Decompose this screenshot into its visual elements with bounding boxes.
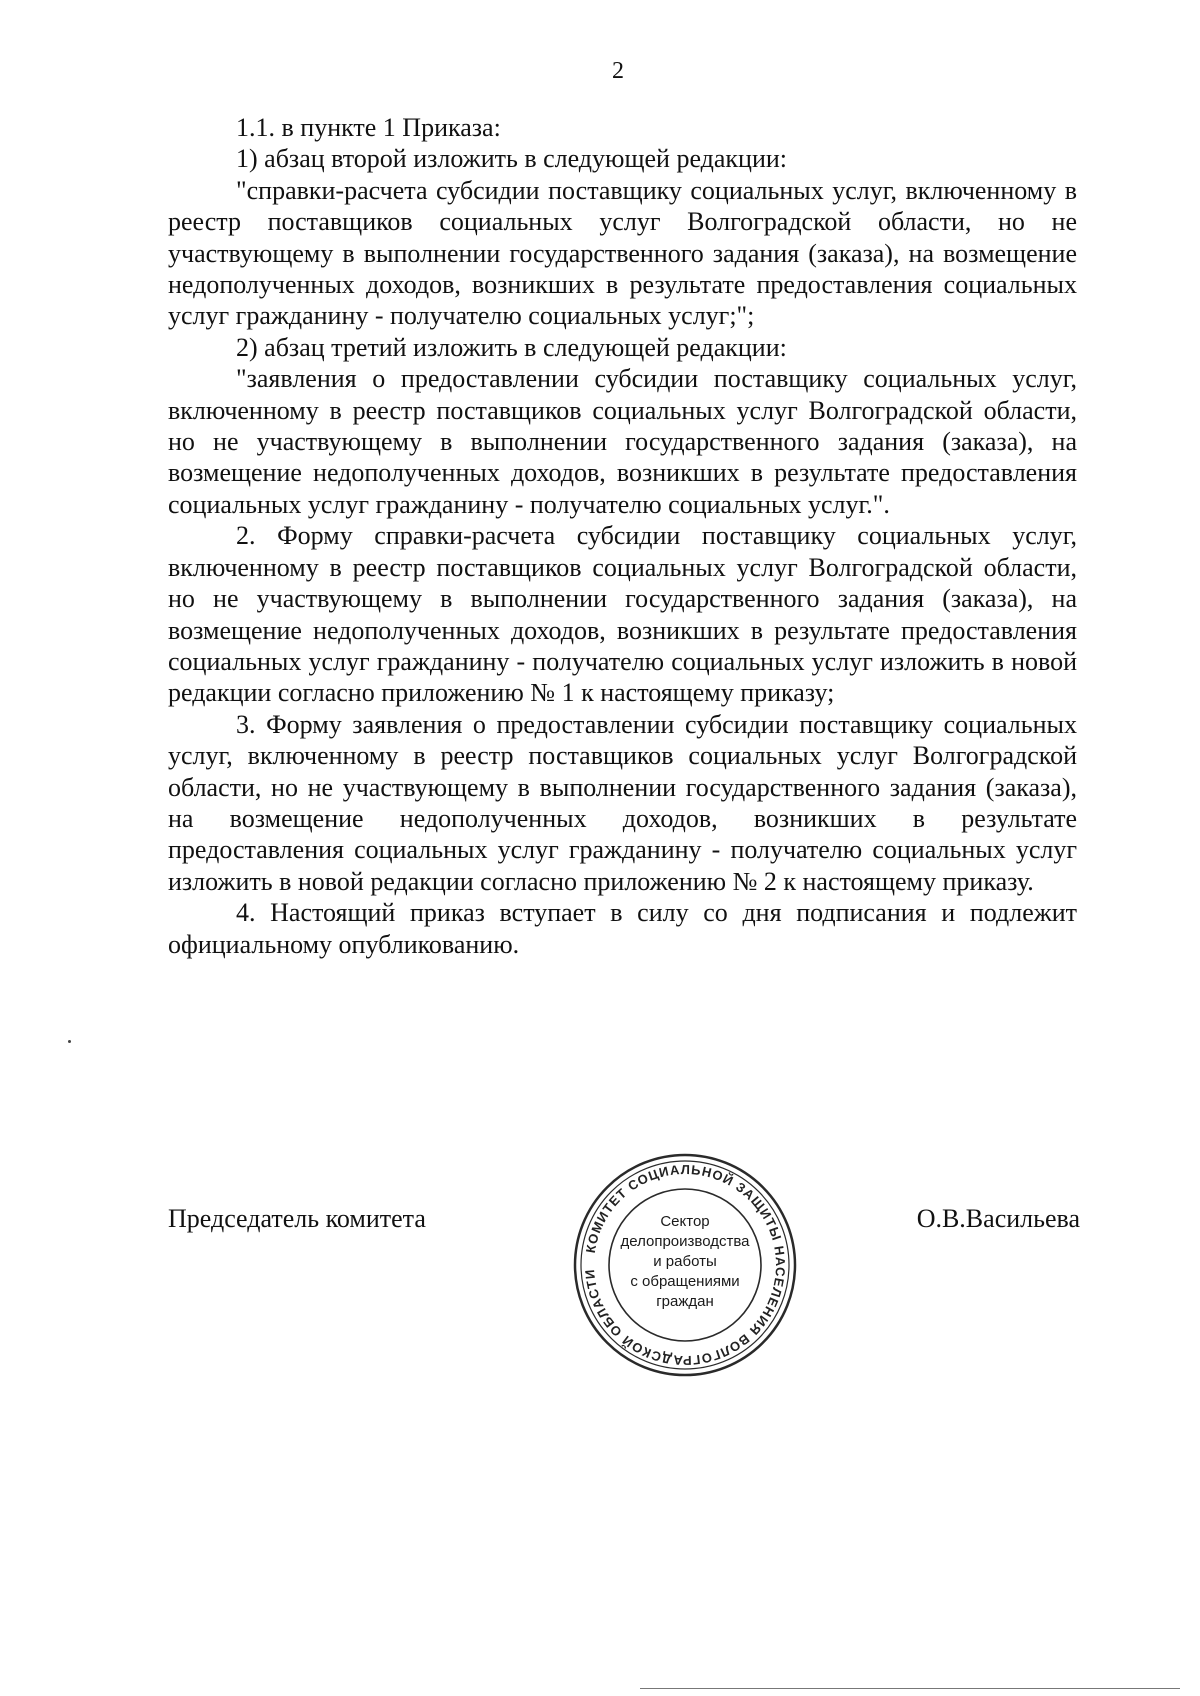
seal-line: граждан bbox=[656, 1293, 714, 1310]
seal-ring-text: КОМИТЕТ СОЦИАЛЬНОЙ ЗАЩИТЫ НАСЕЛЕНИЯ ВОЛГОГРАДСКОЙ ОБЛАСТИ bbox=[581, 1161, 789, 1369]
seal-line: делопроизводства bbox=[620, 1233, 750, 1250]
paragraph-1-1: 1.1. в пункте 1 Приказа: bbox=[236, 113, 501, 142]
paragraph-quote-1: "справки-расчета субсидии поставщику социальных услуг, включенному в реестр поставщиков социальных услуг Волгоградской области, но не участвующему в выполнении государственного задания (заказа), на возмещение недополученных доходов, возникших в результате предоставления социальных услуг гражданину - получателю социальных услуг;"; bbox=[168, 175, 1077, 331]
seal-center-text bbox=[570, 1212, 800, 1312]
page-number: 2 bbox=[612, 58, 624, 84]
paragraph-clause-2: 2. Форму справки-расчета субсидии поставщику социальных услуг, включенному в реестр поставщиков социальных услуг Волгоградской области, но не участвующему в выполнении государственного задания (заказа), на возмещение недополученных доходов, возникших в результате предоставления социальных услуг гражданину - получателю социальных услуг изложить в новой редакции согласно приложению № 1 к настоящему приказу; bbox=[168, 521, 1077, 708]
paragraph-quote-2: "заявления о предоставлении субсидии поставщику социальных услуг, включенному в реестр поставщиков социальных услуг Волгоградской области, но не участвующему в выполнении государственного задания (заказа), на возмещение недополученных доходов, возникших в результате предоставления социальных услуг гражданину - получателю социальных услуг.". bbox=[168, 364, 1077, 519]
document-body bbox=[168, 112, 1077, 960]
footer-rule bbox=[640, 1688, 1180, 1689]
scan-speck bbox=[68, 1040, 71, 1043]
signatory-position: Председатель комитета bbox=[168, 1204, 426, 1233]
paragraph-item-2: 2) абзац третий изложить в следующей редакции: bbox=[236, 332, 787, 362]
seal-line: и работы bbox=[653, 1253, 717, 1270]
seal-line: Сектор bbox=[660, 1213, 710, 1230]
paragraph-clause-3: 3. Форму заявления о предоставлении субсидии поставщику социальных услуг, включенному в реестр поставщиков социальных услуг Волгоградской области, но не участвующему в выполнении государственного задания (заказа), на возмещение недополученных доходов, возникших в результате предоставления социальных услуг гражданину - получателю социальных услуг изложить в новой редакции согласно приложению № 2 к настоящему приказу. bbox=[168, 709, 1077, 896]
paragraph-item-1: 1) абзац второй изложить в следующей редакции: bbox=[236, 144, 788, 174]
seal-line: с обращениями bbox=[630, 1273, 740, 1290]
signatory-name: О.В.Васильева bbox=[916, 1204, 1080, 1233]
official-seal bbox=[570, 1150, 800, 1380]
paragraph-clause-4: 4. Настоящий приказ вступает в силу со дня подписания и подлежит официальному опубликованию. bbox=[168, 898, 1077, 959]
